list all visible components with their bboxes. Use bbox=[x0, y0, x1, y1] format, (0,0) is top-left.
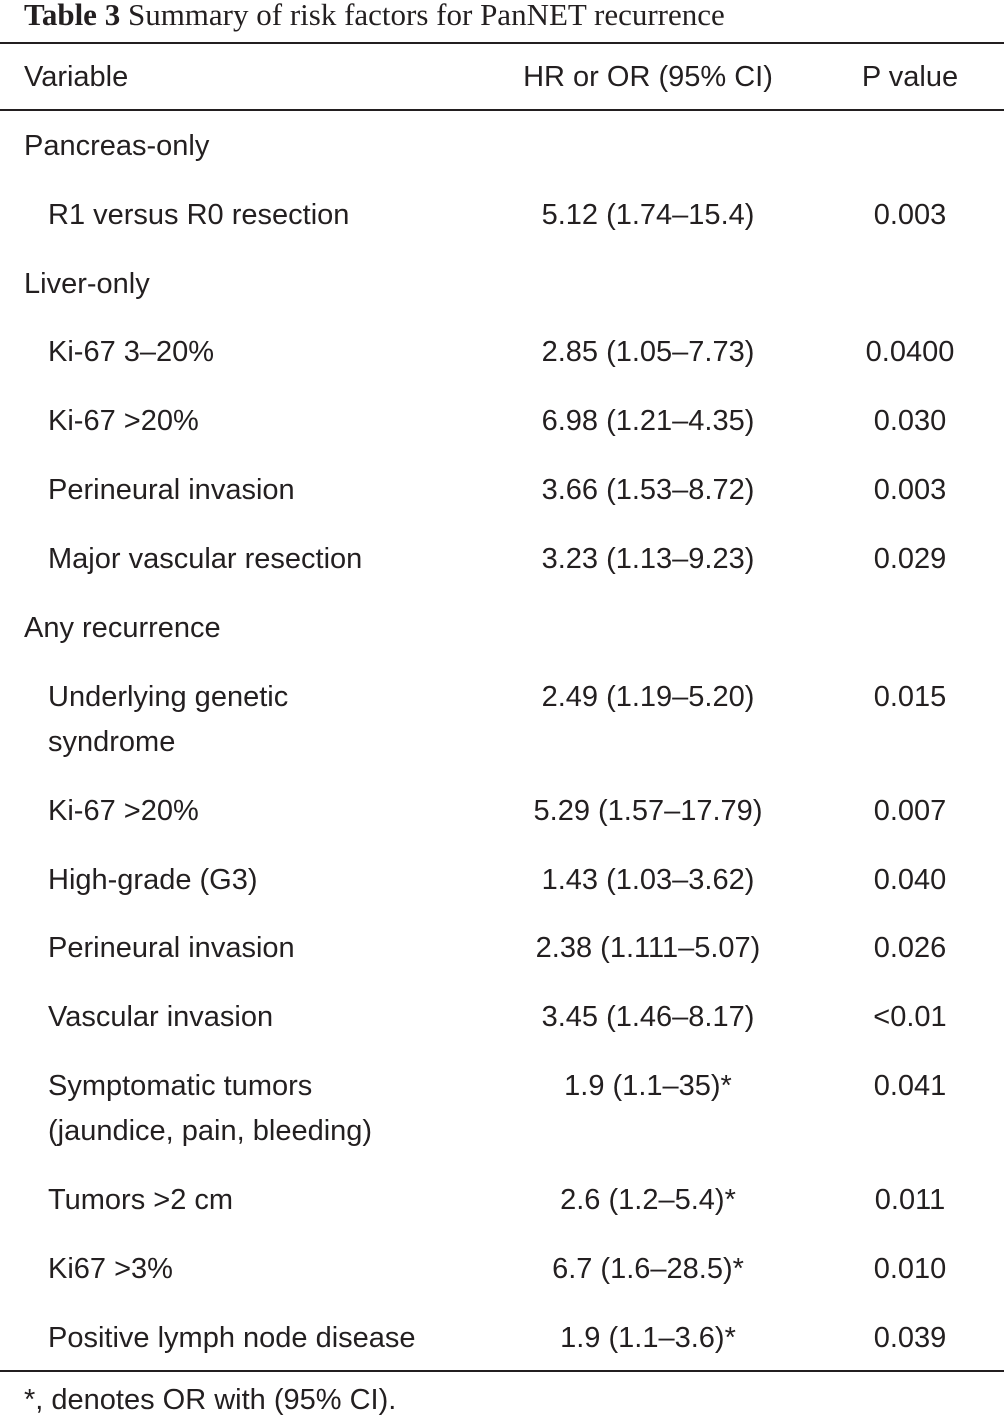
header-p-value: P value bbox=[861, 61, 959, 93]
table-row-variable: Ki67 >3% bbox=[48, 1253, 173, 1285]
table-row-variable: Ki-67 >20% bbox=[48, 405, 199, 437]
table-row-hr: 1.9 (1.1–35)* bbox=[564, 1070, 732, 1102]
header-variable: Variable bbox=[24, 61, 129, 93]
table-row-variable-line2: (jaundice, pain, bleeding) bbox=[48, 1115, 373, 1147]
table-row-hr: 1.9 (1.1–3.6)* bbox=[560, 1322, 736, 1354]
table-top-rule bbox=[0, 42, 1004, 44]
table-row-variable: Major vascular resection bbox=[48, 543, 363, 575]
table-row-hr: 6.98 (1.21–4.35) bbox=[541, 405, 755, 437]
header-rule bbox=[0, 109, 1004, 111]
table-row-variable: Perineural invasion bbox=[48, 932, 295, 964]
table-row-variable: Underlying genetic bbox=[48, 681, 289, 713]
table-row-variable: Positive lymph node disease bbox=[48, 1322, 416, 1354]
group-label-any-recurrence: Any recurrence bbox=[24, 612, 221, 644]
table-caption bbox=[24, 0, 725, 34]
table-row-p: 0.003 bbox=[873, 199, 947, 231]
table-row-p: 0.030 bbox=[873, 405, 947, 437]
table-row-hr: 6.7 (1.6–28.5)* bbox=[552, 1253, 744, 1285]
table-row-hr: 5.12 (1.74–15.4) bbox=[541, 199, 755, 231]
table-row-variable: Ki-67 3–20% bbox=[48, 336, 215, 368]
table-row-p: 0.0400 bbox=[865, 336, 955, 368]
group-label-liver-only: Liver-only bbox=[24, 268, 150, 300]
table-caption-label: Table 3 bbox=[24, 0, 121, 32]
table-bottom-rule bbox=[0, 1370, 1004, 1372]
table-row-variable: Tumors >2 cm bbox=[48, 1184, 234, 1216]
table-row-p: 0.039 bbox=[873, 1322, 947, 1354]
table-row-variable-line2: syndrome bbox=[48, 726, 176, 758]
table-row-hr: 3.23 (1.13–9.23) bbox=[541, 543, 755, 575]
table-row-p: 0.040 bbox=[873, 864, 947, 896]
table-row-variable: Perineural invasion bbox=[48, 474, 295, 506]
table-row-variable: Symptomatic tumors bbox=[48, 1070, 313, 1102]
table-row-variable: Vascular invasion bbox=[48, 1001, 274, 1033]
table-row-p: 0.011 bbox=[874, 1184, 946, 1216]
table-row-p: 0.015 bbox=[873, 681, 947, 713]
table-row-p: 0.010 bbox=[873, 1253, 947, 1285]
table-row-variable: R1 versus R0 resection bbox=[48, 199, 350, 231]
table-row-hr: 2.38 (1.111–5.07) bbox=[535, 932, 761, 964]
table-row-p: 0.041 bbox=[873, 1070, 947, 1102]
table-row-variable: High-grade (G3) bbox=[48, 864, 258, 896]
group-label-pancreas-only: Pancreas-only bbox=[24, 130, 210, 162]
table-row-hr: 2.6 (1.2–5.4)* bbox=[560, 1184, 736, 1216]
table-row-p: <0.01 bbox=[873, 1001, 947, 1033]
table-row-hr: 2.85 (1.05–7.73) bbox=[541, 336, 755, 368]
header-hr-or: HR or OR (95% CI) bbox=[523, 61, 773, 93]
table-row-p: 0.007 bbox=[873, 795, 947, 827]
table-row-hr: 3.66 (1.53–8.72) bbox=[541, 474, 755, 506]
table-row-p: 0.029 bbox=[873, 543, 947, 575]
table-row-hr: 1.43 (1.03–3.62) bbox=[541, 864, 755, 896]
table-row-hr: 3.45 (1.46–8.17) bbox=[541, 1001, 755, 1033]
table-row-p: 0.003 bbox=[873, 474, 947, 506]
table-caption-text: Summary of risk factors for PanNET recurrence bbox=[127, 0, 725, 32]
table-row-hr: 5.29 (1.57–17.79) bbox=[533, 795, 763, 827]
table-footnote: *, denotes OR with (95% CI). bbox=[24, 1384, 397, 1416]
table-row-variable: Ki-67 >20% bbox=[48, 795, 199, 827]
table-row-hr: 2.49 (1.19–5.20) bbox=[541, 681, 755, 713]
table-row-p: 0.026 bbox=[873, 932, 947, 964]
